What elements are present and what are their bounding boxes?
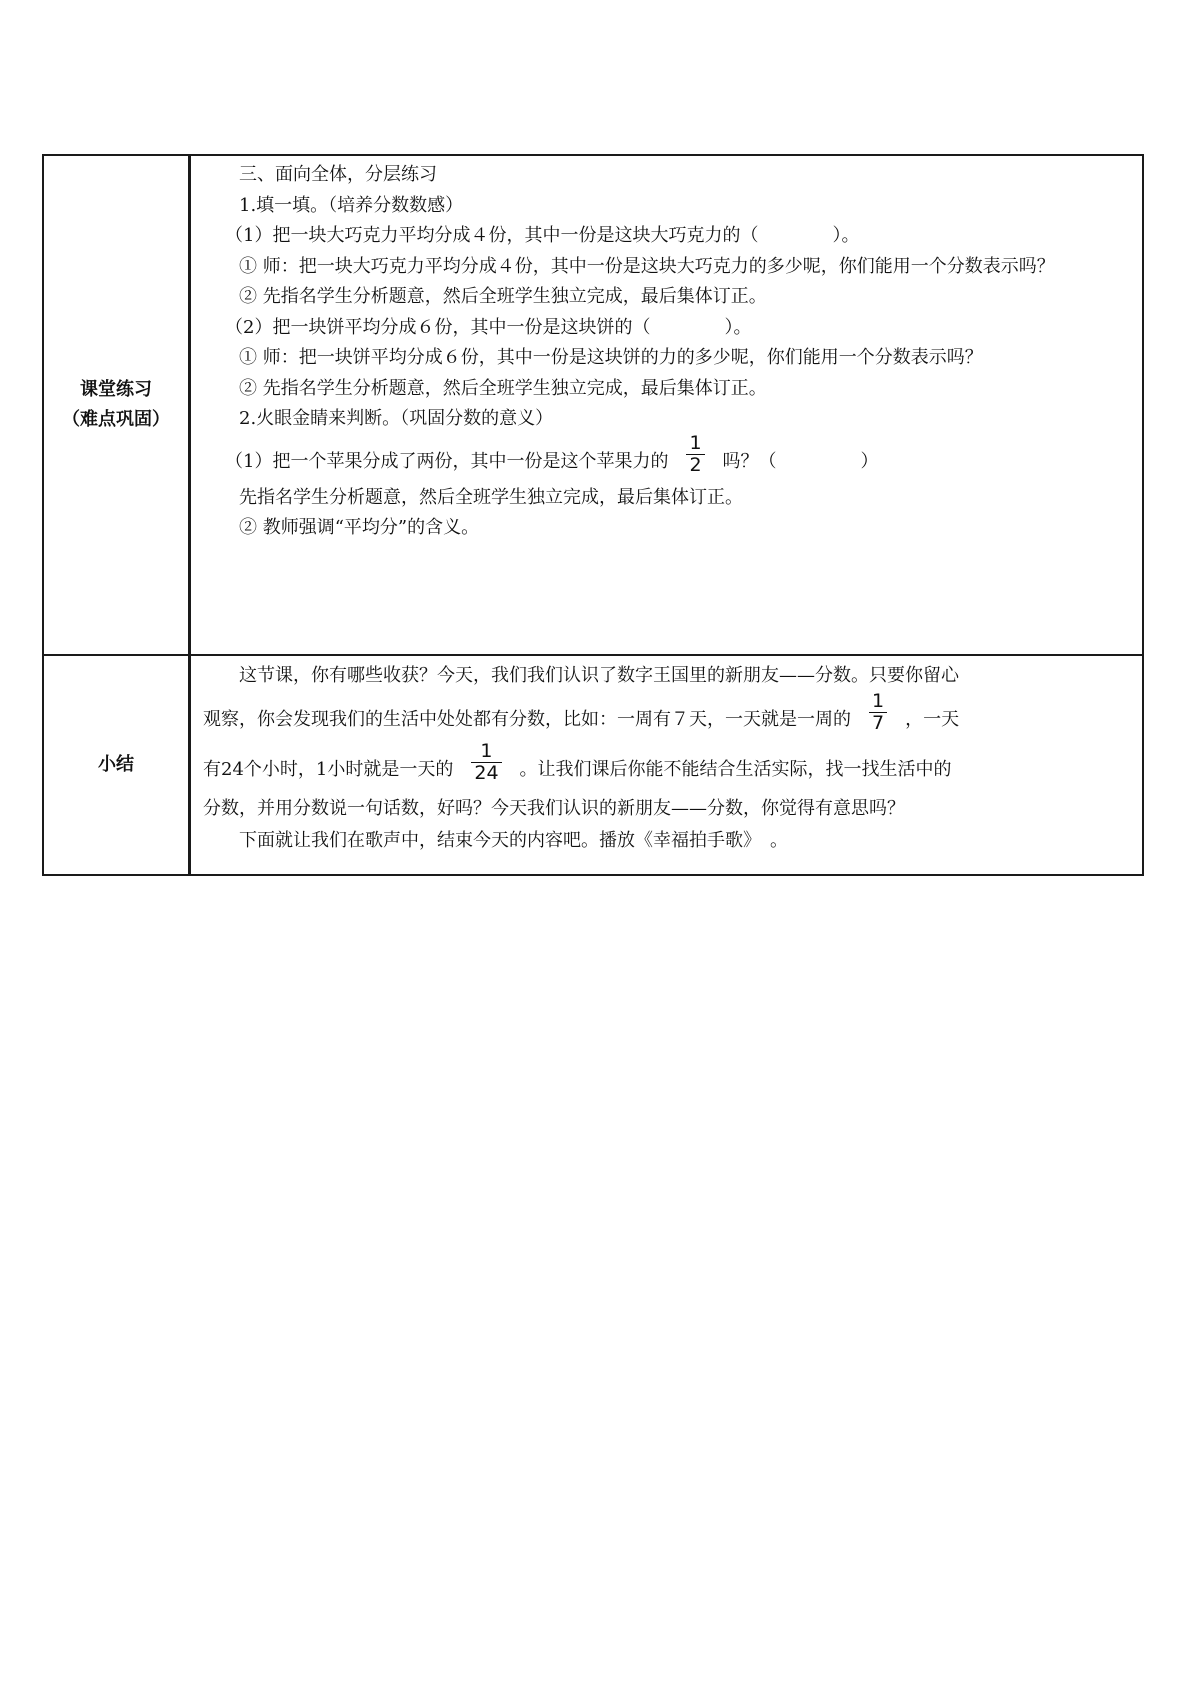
- summary-line-3-text: 有24个小时，1小时就是一天的: [203, 759, 454, 780]
- fraction-denominator: 7: [872, 712, 885, 734]
- practice-content: [191, 156, 1142, 544]
- summary-line-4: 分数，并用分数说一句话数，好吗？今天我们认识的新朋友——分数，你觉得有意思吗？: [203, 798, 905, 819]
- question-2-1-ask: 吗？（: [722, 450, 777, 472]
- question-2-1-process: 先指名学生分析题意，然后全班学生独立完成，最后集体订正。: [239, 486, 743, 508]
- question-1-1-close: ）。: [832, 225, 860, 246]
- fraction-one-seventh: [869, 691, 887, 733]
- practice-content-cell: [190, 155, 1144, 655]
- question-2-1-emphasis: ② 教师强调“平均分”的含义。: [239, 517, 480, 538]
- question-1-title: 1.填一填。（培养分数数感）: [239, 194, 464, 216]
- question-2-title: 2.火眼金睛来判断。（巩固分数的意义）: [239, 408, 554, 429]
- fraction-one-half: [686, 433, 704, 475]
- section-heading: 三、面向全体，分层练习: [239, 164, 437, 185]
- question-1-1-process: ② 先指名学生分析题意，然后全班学生独立完成，最后集体订正。: [239, 286, 767, 307]
- question-1-1: [203, 221, 1130, 252]
- summary-line-3-end: 。让我们课后你能不能结合生活实际，找一找生活中的: [519, 759, 952, 780]
- question-1-2-close: ）。: [724, 316, 752, 338]
- summary-line-2-end: ，一天: [905, 709, 960, 730]
- question-1-2: [203, 313, 1130, 344]
- practice-row: [43, 155, 1143, 655]
- summary-line-2: [203, 690, 1130, 741]
- question-1-2-process: ② 先指名学生分析题意，然后全班学生独立完成，最后集体订正。: [239, 377, 767, 399]
- summary-line-5: 下面就让我们在歌声中，结束今天的内容吧。播放《幸福拍手歌》 。: [239, 830, 788, 851]
- fraction-denominator: 24: [474, 762, 499, 784]
- summary-label: 小结: [98, 754, 134, 775]
- question-1-1-text: （1）把一块大巧克力平均分成４份，其中一份是这块大巧克力的（: [225, 225, 759, 246]
- practice-label: 课堂练习: [80, 379, 152, 400]
- lesson-plan-table: [42, 154, 1144, 876]
- fraction-denominator: 2: [689, 453, 702, 476]
- summary-content-cell: [190, 655, 1144, 875]
- fraction-one-twenty-fourth: [471, 741, 501, 783]
- question-1-2-text: （2）把一块饼平均分成６份，其中一份是这块饼的（: [225, 316, 651, 338]
- question-1-1-teacher: ① 师：把一块大巧克力平均分成４份，其中一份是这块大巧克力的多少呢，你们能用一个分数表示吗？: [239, 255, 1055, 277]
- summary-label-cell: [43, 655, 190, 875]
- question-2-1-text: （1）把一个苹果分成了两份，其中一份是这个苹果力的: [225, 450, 669, 472]
- question-1-2-teacher: ① 师：把一块饼平均分成６份，其中一份是这块饼的力的多少呢，你们能用一个分数表示吗？: [239, 347, 983, 368]
- fraction-numerator: 1: [689, 431, 702, 454]
- practice-sublabel: （难点巩固）: [62, 409, 170, 430]
- summary-line-3: [203, 740, 1130, 791]
- summary-content: [191, 656, 1142, 856]
- fraction-numerator: 1: [872, 690, 885, 712]
- summary-line-2-text: 观察，你会发现我们的生活中处处都有分数，比如：一周有７天，一天就是一周的: [203, 709, 851, 730]
- summary-row: [43, 655, 1143, 875]
- practice-label-cell: [43, 155, 190, 655]
- question-2-1-close: ）: [860, 450, 879, 472]
- question-2-1: [203, 431, 1130, 483]
- fraction-numerator: 1: [480, 740, 493, 762]
- summary-line-1: 这节课，你有哪些收获？今天，我们我们认识了数字王国里的新朋友——分数。只要你留心: [239, 665, 959, 686]
